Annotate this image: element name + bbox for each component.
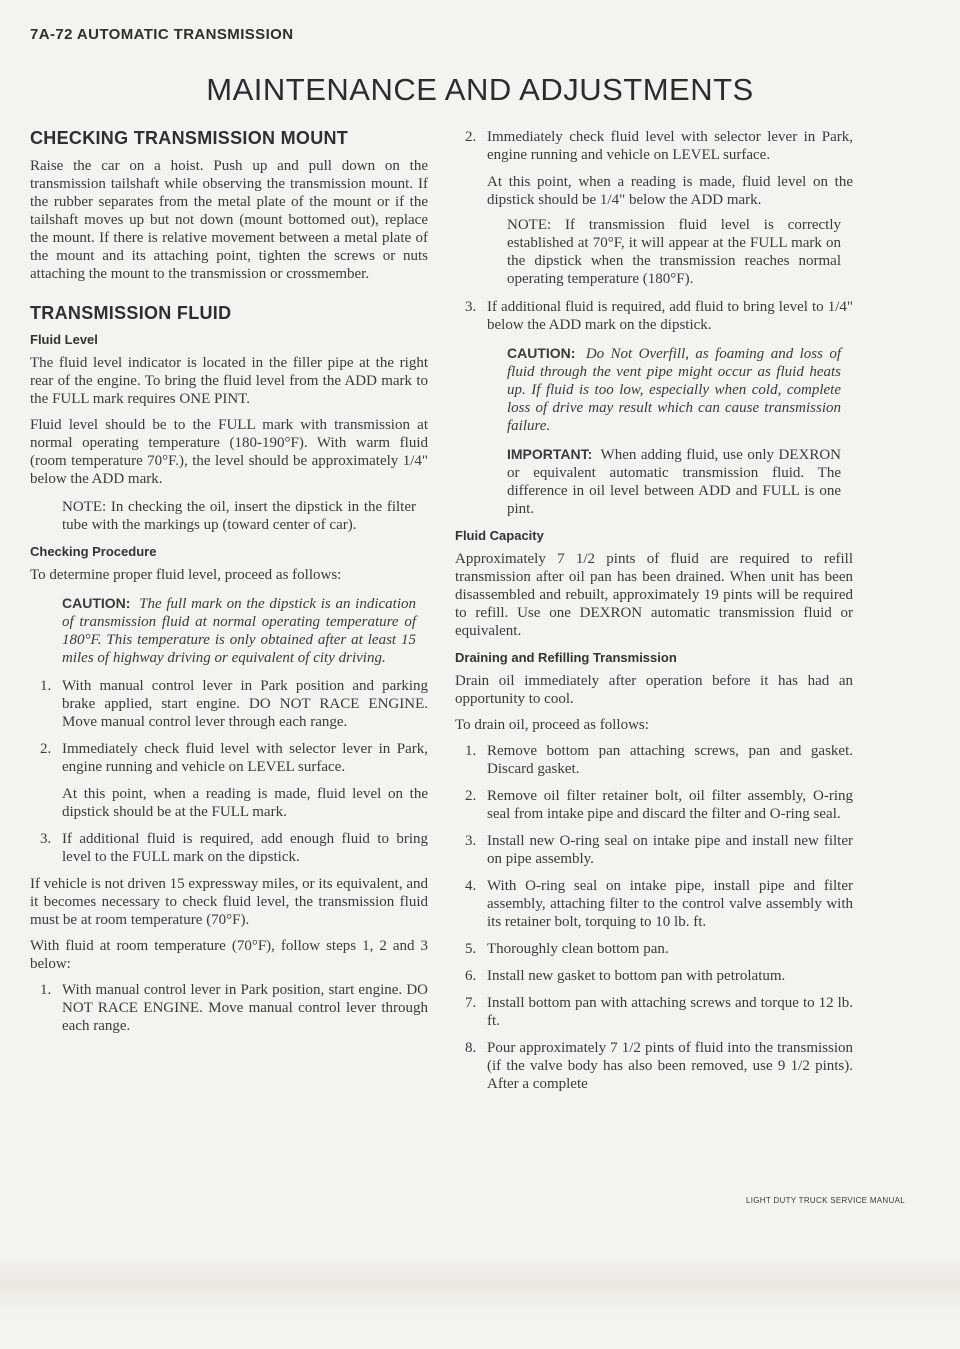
draining-paragraph-2: To drain oil, proceed as follows: bbox=[455, 717, 649, 733]
caution-text: The full mark on the dipstick is an indication of transmission fluid at normal operating temperature of 180°F. This temperature is only obtained after at least 15 miles of highway driving or equivalent of city driving. bbox=[62, 596, 416, 666]
caution-full-mark bbox=[62, 594, 416, 667]
list-item: 2. Immediately check fluid level with selector lever in Park, engine running and vehicle on LEVEL surface. At this point, when a reading is made, fluid level on the dipstick should be at the FULL mark. bbox=[40, 741, 428, 820]
fluid-level-paragraph-1: The fluid level indicator is located in the filler pipe at the right rear of the engine. To bring the fluid level from the ADD mark to the FULL mark requires ONE PINT. bbox=[30, 355, 428, 407]
room-temp-step-3 bbox=[455, 298, 853, 334]
list-item: 1. With manual control lever in Park position, start engine. DO NOT RACE ENGINE. Move manual control lever through each range. bbox=[40, 982, 428, 1034]
page-header: 7A-72 AUTOMATIC TRANSMISSION bbox=[30, 26, 294, 43]
list-item: 1. Remove bottom pan attaching screws, pan and gasket. Discard gasket. bbox=[465, 743, 853, 777]
draining-steps bbox=[455, 742, 853, 1093]
fluid-capacity-paragraph: Approximately 7 1/2 pints of fluid are required to refill transmission after oil pan has been drained. When unit has been disassembled and rebuilt, approximately 19 pints will be required to refill. Use one DEXRON automatic transmission fluid or equivalent. bbox=[455, 551, 853, 639]
important-dexron bbox=[507, 445, 841, 518]
important-label: IMPORTANT: bbox=[507, 446, 593, 462]
list-item: 3. If additional fluid is required, add fluid to bring level to 1/4" below the ADD mark on the dipstick. bbox=[465, 299, 853, 333]
list-item: 8. Pour approximately 7 1/2 pints of fluid into the transmission (if the valve body has also been removed, use 9 1/2 pints). After a complete bbox=[465, 1040, 853, 1092]
right-column bbox=[455, 128, 853, 1102]
caution-label: CAUTION: bbox=[507, 345, 576, 361]
list-item: 3. Install new O-ring seal on intake pipe and install new filter on pipe assembly. bbox=[465, 833, 853, 867]
caution-overfill bbox=[507, 344, 841, 435]
note-room-temp: NOTE: If transmission fluid level is correctly established at 70°F, it will appear at the FULL mark on the dipstick when the transmission reaches normal operating temperature (180°F). bbox=[507, 217, 841, 287]
page-scan-smudge bbox=[0, 1255, 960, 1315]
draining-heading: Draining and Refilling Transmission bbox=[455, 650, 677, 665]
draining-paragraph-1: Drain oil immediately after operation before it has had an opportunity to cool. bbox=[455, 673, 853, 707]
room-temp-steps-continued bbox=[455, 128, 853, 209]
checking-procedure-heading: Checking Procedure bbox=[30, 544, 157, 559]
fluid-level-heading: Fluid Level bbox=[30, 332, 98, 347]
room-temp-paragraph-2: With fluid at room temperature (70°F), follow steps 1, 2 and 3 below: bbox=[30, 938, 428, 972]
list-item: 5. Thoroughly clean bottom pan. bbox=[465, 941, 669, 957]
checking-steps bbox=[30, 677, 428, 866]
checking-intro: To determine proper fluid level, proceed as follows: bbox=[30, 567, 342, 583]
list-item: 3. If additional fluid is required, add enough fluid to bring level to the FULL mark on the dipstick. bbox=[40, 831, 428, 865]
fluid-level-paragraph-2: Fluid level should be to the FULL mark with transmission at normal operating temperature (180-190°F). With warm fluid (room temperature 70°F.), the level should be approximately 1/4" below the ADD mark. bbox=[30, 417, 428, 487]
caution-text: Do Not Overfill, as foaming and loss of fluid through the vent pipe might occur as fluid heats up. If fluid is too low, especially when cold, complete loss of drive may result which can cause transmission failure. bbox=[507, 346, 841, 434]
list-item: 4. With O-ring seal on intake pipe, install pipe and filter assembly, attaching filter to the control valve assembly with its retainer bolt, torquing to 10 lb. ft. bbox=[465, 878, 853, 930]
important-text: When adding fluid, use only DEXRON or equivalent automatic transmission fluid. The difference in oil level between ADD and FULL is one pint. bbox=[507, 447, 841, 517]
left-column bbox=[30, 128, 428, 1044]
room-temp-paragraph-1: If vehicle is not driven 15 expressway miles, or its equivalent, and it becomes necessary to check fluid level, the transmission fluid must be at room temperature (70°F). bbox=[30, 876, 428, 928]
caution-label: CAUTION: bbox=[62, 595, 131, 611]
list-item: 7. Install bottom pan with attaching screws and torque to 12 lb. ft. bbox=[465, 995, 853, 1029]
fluid-capacity-heading: Fluid Capacity bbox=[455, 528, 544, 543]
list-item: 6. Install new gasket to bottom pan with petrolatum. bbox=[465, 968, 786, 984]
footer-manual-title: LIGHT DUTY TRUCK SERVICE MANUAL bbox=[746, 1196, 905, 1205]
note-dipstick: NOTE: In checking the oil, insert the dipstick in the filter tube with the markings up (toward center of car). bbox=[62, 499, 416, 533]
mount-heading: CHECKING TRANSMISSION MOUNT bbox=[30, 128, 349, 148]
mount-paragraph: Raise the car on a hoist. Push up and pull down on the transmission tailshaft while observing the transmission mount. If the rubber separates from the metal plate of the mount or if the tailshaft moves up but not down (mount bottomed out), replace the mount. If there is relative movement between a metal plate of the mount and its attaching point, tighten the screws or nuts attaching the mount to the transmission or crossmember. bbox=[30, 158, 428, 282]
page-title: MAINTENANCE AND ADJUSTMENTS bbox=[206, 72, 754, 107]
fluid-heading: TRANSMISSION FLUID bbox=[30, 303, 232, 323]
list-item: 2. Immediately check fluid level with selector lever in Park, engine running and vehicle on LEVEL surface. At this point, when a reading is made, fluid level on the dipstick should be 1/4" below the ADD mark. bbox=[465, 129, 853, 208]
list-item: 2. Remove oil filter retainer bolt, oil filter assembly, O-ring seal from intake pipe and discard the filter and O-ring seal. bbox=[465, 788, 853, 822]
room-temp-steps bbox=[30, 981, 428, 1035]
list-item: 1. With manual control lever in Park position and parking brake applied, start engine. DO NOT RACE ENGINE. Move manual control lever through each range. bbox=[40, 678, 428, 730]
